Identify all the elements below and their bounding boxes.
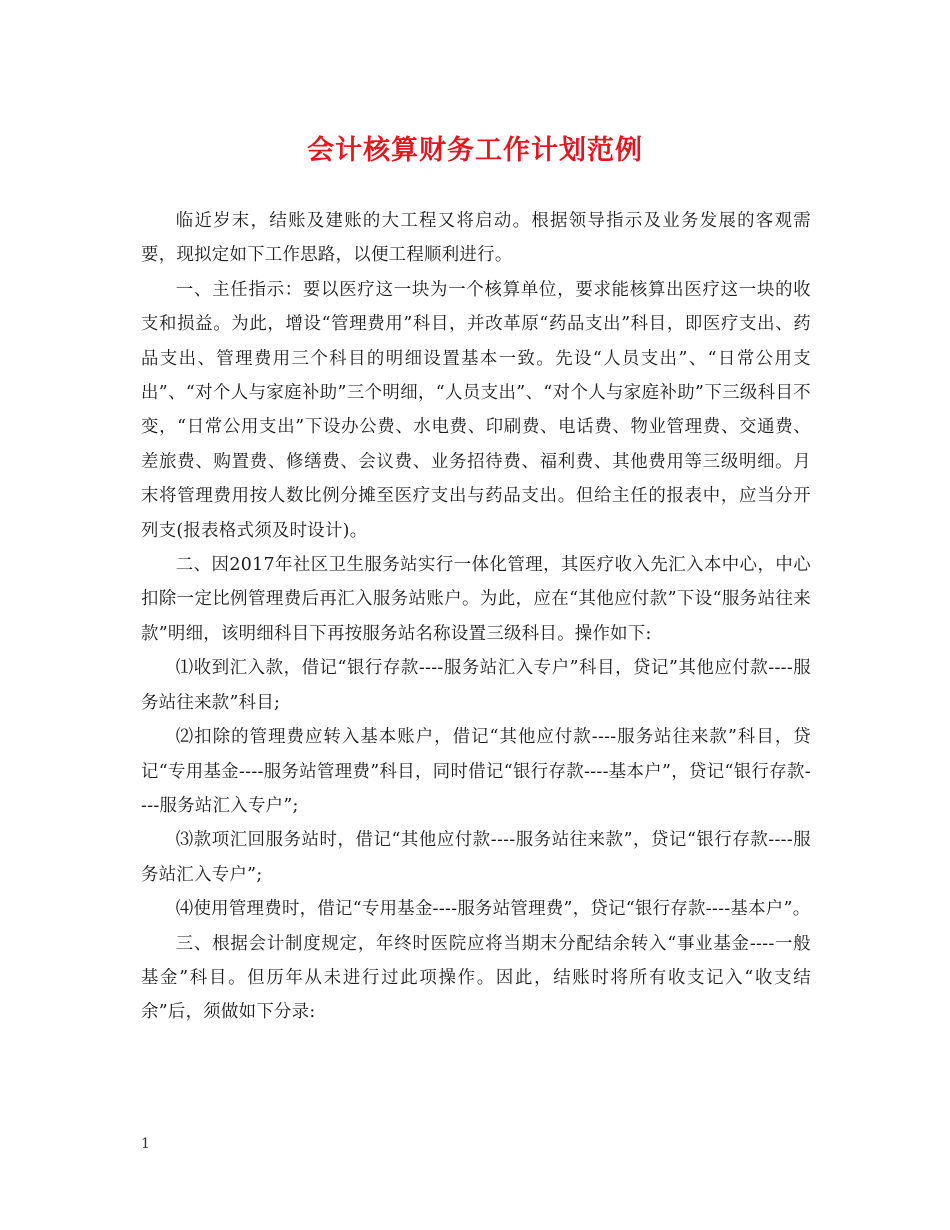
page-number: 1 — [141, 1136, 150, 1152]
paragraph-step-2: ⑵扣除的管理费应转入基本账户，借记“其他应付款----服务站往来款”科目，贷记“专用基金----服务站管理费”科目，同时借记“银行存款----基本户”，贷记“银行存款----服务站汇入专户”; — [141, 727, 811, 816]
document-body — [141, 204, 811, 1030]
paragraph-step-3: ⑶款项汇回服务站时，借记“其他应付款----服务站往来款”，贷记“银行存款----服务站汇入专户”; — [141, 830, 811, 885]
paragraph-section-3: 三、根据会计制度规定，年终时医院应将当期末分配结余转入“事业基金----一般基金”科目。但历年从未进行过此项操作。因此，结账时将所有收支记入“收支结余”后，须做如下分录: — [141, 933, 811, 1023]
paragraph-intro: 临近岁末，结账及建账的大工程又将启动。根据领导指示及业务发展的客观需要，现拟定如下工作思路，以便工程顺利进行。 — [141, 211, 811, 266]
paragraph-step-1: ⑴收到汇入款，借记“银行存款----服务站汇入专户”科目，贷记”其他应付款----服务站往来款”科目; — [141, 658, 811, 713]
document-title: 会计核算财务工作计划范例 — [307, 135, 643, 166]
paragraph-section-2: 二、因2017年社区卫生服务站实行一体化管理，其医疗收入先汇入本中心，中心扣除一定比例管理费后再汇入服务站账户。为此，应在“其他应付款”下设“服务站往来款”明细，该明细科目下再按服务站名称设置三级科目。操作如下: — [141, 555, 811, 644]
paragraph-section-1: 一、主任指示：要以医疗这一块为一个核算单位，要求能核算出医疗这一块的收支和损益。为此，增设“管理费用”科目，并改革原“药品支出”科目，即医疗支出、药品支出、管理费用三个科目的明细设置基本一致。先设“人员支出”、“日常公用支出”、“对个人与家庭补助”三个明细，“人员支出”、“对个人与家庭补助”下三级科目不变，“日常公用支出”下设办公费、水电费、印刷费、电话费、物业管理费、交通费、差旅费、购置费、修缮费、会议费、业务招待费、福利费、其他费用等三级明细。月末将管理费用按人数比例分摊至医疗支出与药品支出。但给主任的报表中，应当分开列支(报表格式须及时设计)。 — [141, 279, 811, 541]
paragraph-step-4: ⑷使用管理费时，借记“专用基金----服务站管理费”，贷记“银行存款----基本户”。 — [175, 899, 811, 920]
